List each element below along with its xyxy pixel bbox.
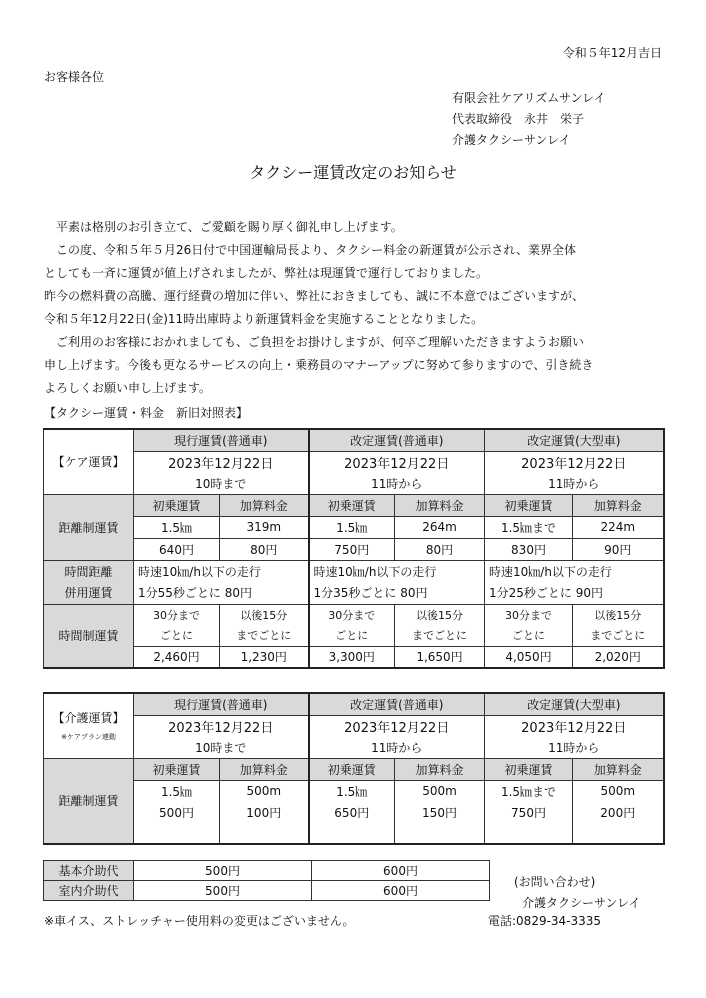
table-cell: 319m [220, 516, 309, 538]
initial-fare-header: 初乗運賃 [485, 758, 573, 780]
table-cell: 640円 [134, 538, 220, 560]
table-caption: 【タクシー運賃・料金 新旧対照表】 [44, 406, 249, 420]
table-cell: 500円 [134, 881, 312, 901]
table-cell: 830円 [485, 538, 573, 560]
table-cell: 時速10㎞/h以下の走行 [485, 560, 664, 582]
table-cell: までごとに [220, 625, 309, 646]
care-col-new-large: 改定運賃(大型車) [485, 429, 664, 451]
table-cell: 650円 [309, 802, 395, 844]
nursing-time-current: 10時まで [134, 737, 309, 758]
care-time-new-standard: 11時から [309, 473, 485, 494]
table-cell: 2,460円 [134, 646, 220, 668]
table-cell: 1.5㎞ [309, 516, 395, 538]
table-cell: 1分35秒ごとに 80円 [309, 582, 485, 604]
table-cell: 1.5㎞まで [485, 780, 573, 802]
care-distance-label: 距離制運賃 [44, 494, 134, 560]
body-line: 令和５年12月22日(金)11時出庫時より新運賃料金を実施することとなりました。 [44, 312, 484, 326]
nursing-distance-label: 距離制運賃 [44, 758, 134, 844]
care-col-new-standard: 改定運賃(普通車) [309, 429, 485, 451]
footnote: ※車イス、ストレッチャー使用料の変更はございません。 [44, 914, 355, 928]
nursing-date-current: 2023年12月22日 [134, 715, 309, 737]
sender-block [452, 88, 606, 151]
care-date-new-standard: 2023年12月22日 [309, 451, 485, 473]
issue-date: 令和５年12月吉日 [562, 46, 662, 60]
representative: 代表取締役 永井 栄子 [452, 112, 585, 126]
care-label: 【ケア運賃】 [44, 429, 134, 494]
table-cell: 時速10㎞/h以下の走行 [309, 560, 485, 582]
table-cell: までごとに [395, 625, 485, 646]
table-cell: 1,230円 [220, 646, 309, 668]
table-cell: 600円 [312, 861, 490, 881]
body-line: としても一斉に運賃が値上げされましたが、弊社は現運賃で運行しておりました。 [44, 266, 489, 280]
table-cell: 1.5㎞まで [485, 516, 573, 538]
service-name: 介護タクシーサンレイ [452, 133, 571, 147]
table-cell: 500円 [134, 802, 220, 844]
body-line: 平素は格別のお引き立て、ご愛顧を賜り厚く御礼申し上げます。 [44, 220, 403, 234]
nursing-col-new-large: 改定運賃(大型車) [485, 693, 664, 715]
contact-phone: 電話:0829-34-3335 [488, 914, 602, 928]
care-col-current: 現行運賃(普通車) [134, 429, 309, 451]
care-fare-table [43, 428, 665, 669]
body-line: よろしくお願い申し上げます。 [44, 381, 212, 395]
table-cell: 以後15分 [573, 604, 664, 625]
table-cell: 80円 [395, 538, 485, 560]
body-line: ご利用のお客様におかれましても、ご負担をお掛けしますが、何卒ご理解いただきますようお願い [44, 335, 585, 349]
initial-fare-header: 初乗運賃 [309, 494, 395, 516]
time-distance-label-2: 併用運賃 [44, 582, 134, 604]
body-line: この度、令和５年５月26日付で中国運輸局長より、タクシー料金の新運賃が公示され、業界全体 [44, 243, 576, 257]
table-cell: 200円 [573, 802, 664, 844]
table-cell: ごとに [485, 625, 573, 646]
table-cell: 80円 [220, 538, 309, 560]
table-cell: 30分まで [134, 604, 220, 625]
assist-fee-table [43, 860, 490, 901]
table-cell: までごとに [573, 625, 664, 646]
table-cell: 90円 [573, 538, 664, 560]
table-cell: 750円 [309, 538, 395, 560]
time-distance-label-1: 時間距離 [44, 560, 134, 582]
table-cell: 224m [573, 516, 664, 538]
table-cell: 1,650円 [395, 646, 485, 668]
additional-fare-header: 加算料金 [573, 758, 664, 780]
care-date-new-large: 2023年12月22日 [485, 451, 664, 473]
nursing-time-new-large: 11時から [485, 737, 664, 758]
table-cell: 30分まで [309, 604, 395, 625]
table-cell: 1分55秒ごとに 80円 [134, 582, 309, 604]
document-title: タクシー運賃改定のお知らせ [249, 163, 457, 182]
table-cell: 264m [395, 516, 485, 538]
nursing-date-new-large: 2023年12月22日 [485, 715, 664, 737]
table-cell: 4,050円 [485, 646, 573, 668]
table-cell: 3,300円 [309, 646, 395, 668]
table-cell: 以後15分 [220, 604, 309, 625]
contact-name: 介護タクシーサンレイ [522, 896, 641, 910]
nursing-label-cell [44, 693, 134, 758]
nursing-time-new-standard: 11時から [309, 737, 485, 758]
additional-fare-header: 加算料金 [395, 494, 485, 516]
table-cell: 500円 [134, 861, 312, 881]
table-cell: ごとに [134, 625, 220, 646]
initial-fare-header: 初乗運賃 [485, 494, 573, 516]
additional-fare-header: 加算料金 [395, 758, 485, 780]
table-cell: 2,020円 [573, 646, 664, 668]
table-cell: 1.5㎞ [134, 516, 220, 538]
table-cell: 750円 [485, 802, 573, 844]
table-cell: 100円 [220, 802, 309, 844]
care-time-current: 10時まで [134, 473, 309, 494]
nursing-date-new-standard: 2023年12月22日 [309, 715, 485, 737]
table-cell: ごとに [309, 625, 395, 646]
initial-fare-header: 初乗運賃 [134, 494, 220, 516]
body-line: 昨今の燃料費の高騰、運行経費の増加に伴い、弊社におきましても、誠に不本意ではございますが、 [44, 289, 585, 303]
care-date-current: 2023年12月22日 [134, 451, 309, 473]
table-cell: 1.5㎞ [309, 780, 395, 802]
nursing-label: 【介護運賃】 [52, 711, 125, 726]
table-cell: 時速10㎞/h以下の走行 [134, 560, 309, 582]
table-cell: 以後15分 [395, 604, 485, 625]
additional-fare-header: 加算料金 [220, 494, 309, 516]
table-cell: 150円 [395, 802, 485, 844]
recipient: お客様各位 [44, 70, 105, 84]
table-cell: 1.5㎞ [134, 780, 220, 802]
nursing-col-current: 現行運賃(普通車) [134, 693, 309, 715]
assist-row-label: 基本介助代 [44, 861, 134, 881]
initial-fare-header: 初乗運賃 [134, 758, 220, 780]
nursing-col-new-standard: 改定運賃(普通車) [309, 693, 485, 715]
additional-fare-header: 加算料金 [573, 494, 664, 516]
table-cell: 500m [573, 780, 664, 802]
table-cell: 500m [220, 780, 309, 802]
contact-block [514, 872, 641, 914]
assist-row-label: 室内介助代 [44, 881, 134, 901]
table-cell: 500m [395, 780, 485, 802]
additional-fare-header: 加算料金 [220, 758, 309, 780]
table-cell: 30分まで [485, 604, 573, 625]
care-time-new-large: 11時から [485, 473, 664, 494]
time-fare-label: 時間制運賃 [44, 604, 134, 668]
nursing-fare-table [43, 692, 665, 845]
table-cell: 600円 [312, 881, 490, 901]
nursing-sublabel: ※ケアプラン連動 [61, 733, 116, 742]
table-cell: 1分25秒ごとに 90円 [485, 582, 664, 604]
initial-fare-header: 初乗運賃 [309, 758, 395, 780]
body-text [44, 216, 674, 400]
body-line: 申し上げます。今後も更なるサービスの向上・乗務員のマナーアップに努めて参りますので、引き続き [44, 358, 594, 372]
company-name: 有限会社ケアリズムサンレイ [452, 91, 606, 105]
contact-heading: (お問い合わせ) [514, 875, 596, 889]
